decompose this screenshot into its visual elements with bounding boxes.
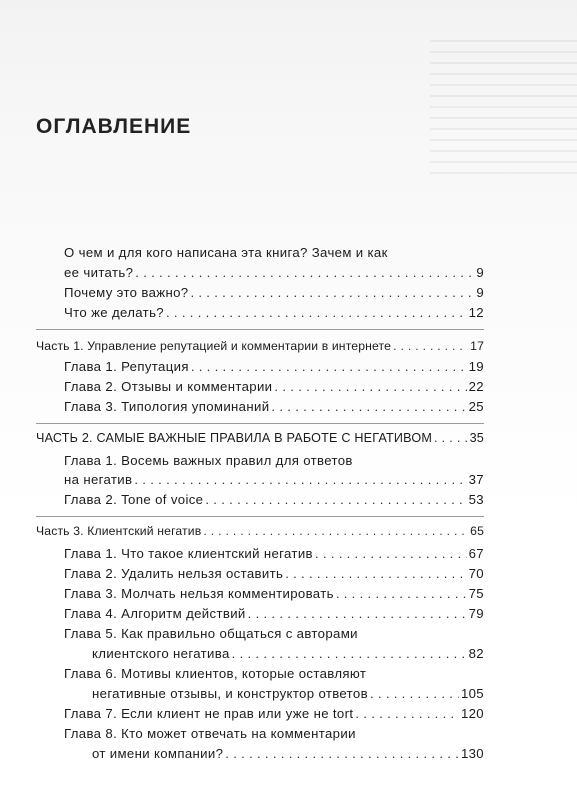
toc-entry-title: клиентского негатива [92,646,230,661]
toc-entry-title: Глава 2. Отзывы и комментарии [64,379,273,394]
toc-entry-intro[interactable] [64,264,484,282]
toc-page-number: 82 [468,646,484,661]
toc-page-number: 9 [476,285,484,300]
toc-entry-part1-ch1[interactable] [64,358,484,376]
toc-page-number: 35 [469,431,484,445]
toc-entry-part1-ch3[interactable] [64,398,484,416]
toc-page-number: 12 [468,305,484,320]
toc-part-1[interactable] [36,337,484,355]
toc-page-number: 22 [468,379,484,394]
leader-dots [190,284,474,302]
toc-page-number: 25 [468,399,484,414]
toc-entry-part1-ch2[interactable] [64,378,484,396]
toc-entry-part3-ch2[interactable] [64,565,484,583]
toc-page-number: 120 [460,706,484,721]
leader-dots [225,745,459,763]
toc-page-number: 65 [470,524,484,538]
toc-entry-title: Глава 1. Репутация [64,359,189,374]
section-divider [36,516,484,517]
leader-dots [285,565,466,583]
toc-entry-part3-ch3[interactable] [64,585,484,603]
leader-dots [203,522,468,540]
toc-entry-part3-ch8[interactable] [64,745,484,763]
toc-page-number: 17 [470,339,484,353]
toc-page-number: 19 [468,359,484,374]
toc-entry-why-important[interactable] [64,284,484,302]
leader-dots [336,585,467,603]
toc-entry-title: Глава 2. Удалить нельзя оставить [64,566,284,581]
toc-entry-part3-ch1[interactable] [64,545,484,563]
toc-page-number: 9 [476,265,484,280]
leader-dots [434,429,468,447]
leader-dots [134,471,466,489]
toc-entry-title: негативные отзывы, и конструктор ответов [92,686,368,701]
leader-dots [370,685,459,703]
toc-page-number: 70 [468,566,484,581]
toc-entry-part2-ch2[interactable] [64,491,484,509]
toc-entry-part3-ch4[interactable] [64,605,484,623]
toc-part-2[interactable] [36,429,484,447]
toc-entry-title: на негатив [64,472,133,487]
leader-dots [355,705,459,723]
toc-entry-title: Глава 4. Алгоритм действий [64,606,246,621]
toc-part3-ch5-line1: Глава 5. Как правильно общаться с авторами [64,626,358,641]
toc-entry-part3-ch7[interactable] [64,705,484,723]
toc-entry-part3-ch5[interactable] [64,645,484,663]
leader-dots [274,378,466,396]
toc-page-number: 67 [468,546,484,561]
toc-part3-ch8-line1: Глава 8. Кто может отвечать на комментарии [64,726,356,741]
page-title: ОГЛАВЛЕНИЕ [36,115,192,138]
section-divider [36,423,484,424]
leader-dots [191,358,467,376]
section-divider [36,329,484,330]
toc-part2-ch1-line1: Глава 1. Восемь важных правил для ответов [64,453,353,468]
leader-dots [232,645,467,663]
toc-page-number: 75 [468,586,484,601]
leader-dots [271,398,466,416]
leader-dots [135,264,474,282]
toc-entry-title: Глава 3. Молчать нельзя комментировать [64,586,334,601]
leader-dots [315,545,467,563]
toc-page-number: 105 [460,686,484,701]
leader-dots [248,605,467,623]
toc-entry-what-to-do[interactable] [64,304,484,322]
toc-entry-title: Почему это важно? [64,285,189,300]
toc-part-title: Часть 3. Клиентский негатив [36,524,202,538]
toc-page-number: 130 [460,746,484,761]
leader-dots [166,304,467,322]
leader-dots [393,337,468,355]
toc-entry-title: Глава 7. Если клиент не прав или уже не tort [64,706,354,721]
toc-entry-title: Глава 2. Tone of voice [64,492,204,507]
toc-entry-part3-ch6[interactable] [64,685,484,703]
toc-page-number: 53 [468,492,484,507]
toc-part3-ch6-line1: Глава 6. Мотивы клиентов, которые оставляют [64,666,367,681]
show-through-text [430,40,577,180]
toc-entry-title: Что же делать? [64,305,164,320]
toc-intro-line1: О чем и для кого написана эта книга? Зачем и как [64,245,388,260]
leader-dots [205,491,466,509]
toc-page-number: 79 [468,606,484,621]
toc-entry-title: Глава 1. Что такое клиентский негатив [64,546,313,561]
toc-page-number: 37 [468,472,484,487]
toc-entry-title: Глава 3. Типология упоминаний [64,399,270,414]
toc-part-title: Часть 1. Управление репутацией и комментарии в интернете [36,339,392,353]
toc-entry-part2-ch1[interactable] [64,471,484,489]
toc-part-3[interactable] [36,522,484,540]
toc-part-title: ЧАСТЬ 2. САМЫЕ ВАЖНЫЕ ПРАВИЛА В РАБОТЕ С НЕГАТИВОМ [36,431,433,445]
toc-entry-title: ее читать? [64,265,134,280]
toc-entry-title: от имени компании? [92,746,224,761]
